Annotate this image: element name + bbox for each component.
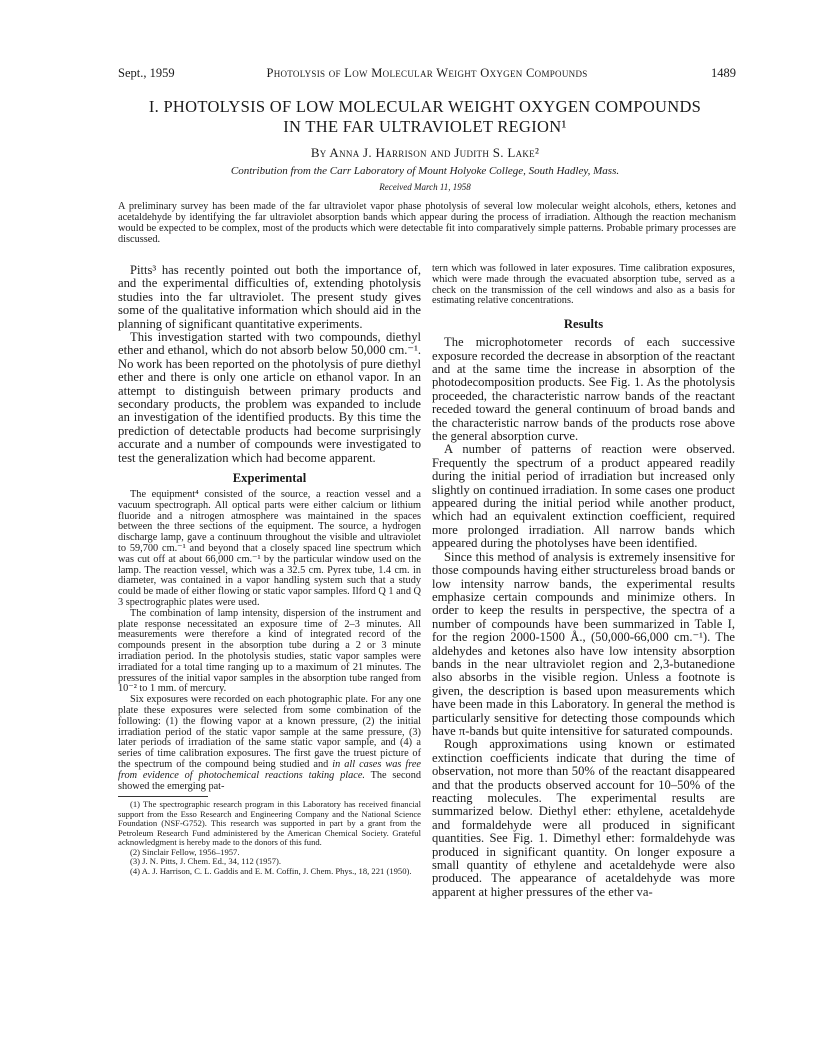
abstract: A preliminary survey has been made of the far ultraviolet vapor phase photolysis of several low molecular weight alcohols, ethers, ketones and acetaldehyde by identifying the far ultraviolet absorption bands which appear during the process of irradiation. Although the reaction mechanism would be expected to be complex, most of the products which were detectable fit into comparatively simple patterns. Probable primary processes are discussed. — [118, 201, 736, 245]
intro-paragraph-2: This investigation started with two compounds, diethyl ether and ethanol, which do not absorb below 50,000 cm.⁻¹. No work has been reported on the photolysis of pure diethyl ether and there is only one article on ethanol vapor. In an attempt to distinguish between primary products and secondary products, the problem was expanded to include an investigation of the identified products. By this time the prediction of detectable products had become surprisingly accurate and a number of compounds were investigated to test the generalization which had become apparent. — [118, 330, 421, 465]
footnote-1: (1) The spectrographic research program in this Laboratory has received financial support from the Esso Research and Engineering Company and the National Science Foundation (NSF-G752). This research was supported in part by a grant from the Petroleum Research Fund administered by the American Chemical Society. Grateful acknowledgment is hereby made to the donors of this fund. — [118, 799, 421, 848]
author-line: By Anna J. Harrison and Judith S. Lake² — [310, 145, 540, 160]
title-line-1: I. PHOTOLYSIS OF LOW MOLECULAR WEIGHT OXYGEN COMPOUNDS — [148, 97, 702, 116]
received-date: Received March 11, 1958 — [379, 182, 471, 192]
footnote-4: (4) A. J. Harrison, C. L. Gaddis and E. M. Coffin, J. Chem. Phys., 18, 221 (1950). — [130, 865, 412, 876]
exp-p3-text-b: The second showed the emerging pat- — [118, 769, 421, 792]
header-running-title: Photolysis of Low Molecular Weight Oxygen Compounds — [266, 66, 588, 80]
results-paragraph-1: The microphotometer records of each successive exposure recorded the decrease in absorption of the reactant and at the same time the increase in absorption of the photodecomposition products. See Fig. 1. As the photolysis proceeded, the characteristic narrow bands of the reactant receded toward the general continuum of broad bands and the characteristic narrow bands of the products rose above the general absorption curve. — [432, 335, 735, 444]
contribution-line: Contribution from the Carr Laboratory of Mount Holyoke College, South Hadley, Mass. — [230, 165, 620, 177]
header-date: Sept., 1959 — [118, 66, 175, 80]
exp-p3-text-a: Six exposures were recorded on each photographic plate. For any one plate these exposures were selected from some combination of the following: (1) the flowing vapor at a known pressure, (2) the initial irradiation period of the static vapor sample at the same pressure, (3) later periods of irradiation of the same static vapor sample, and (4) a series of time calibration exposures. The first gave the truest picture of the spectrum of the compound being studied and — [118, 694, 421, 771]
article-title — [110, 97, 740, 137]
exp-p3-italic: in all cases was free from evidence of photochemical reactions taking place. — [118, 759, 421, 781]
footnote-rule — [118, 796, 208, 797]
experimental-paragraph-2: The combination of lamp intensity, dispersion of the instrument and plate response necessitated an exposure time of 2–3 minutes. All measurements were therefore a kind of integrated record of the compounds present in the absorption tube during a 2 or 3 minute irradiation period. In the photolysis studies, static vapor samples were irradiated for a total time ranging up to a maximum of 21 minutes. The pressures of the initial vapor samples in the absorption tube ranged from 10⁻² to 1 mm. of mercury. — [118, 607, 421, 695]
section-heading-experimental: Experimental — [232, 471, 307, 486]
running-header — [118, 66, 736, 84]
experimental-paragraph-3 — [118, 695, 421, 792]
right-column — [432, 264, 735, 899]
results-paragraph-2: A number of patterns of reaction were observed. Frequently the spectrum of a product appeared readily during the initial period of irradiation but increased only slightly on continued irradiation. In some cases one product appeared during the initial period while another product, which had an equivalent extinction coefficient, required more prolonged irradiation. All narrow bands which appeared during the photolyses have been identified. — [432, 442, 735, 551]
footnote-2: (2) Sinclair Fellow, 1956–1957. — [130, 846, 240, 857]
section-heading-results: Results — [563, 317, 604, 332]
results-paragraph-3: Since this method of analysis is extremely insensitive for those compounds having either structureless broad bands or low intensity narrow bands, the experimental results emphasize certain compounds and minimize others. In order to keep the results in perspective, the spectra of a number of compounds have been summarized in Table I, for the region 2000-1500 Å., (50,000-66,000 cm.⁻¹). The aldehydes and ketones also have low intensity absorption bands in the near ultraviolet region and 2,3-butanedione also absorbs in the visible region. Unless a footnote is given, the description is based upon measurements which have been made in this Laboratory. In general the method is particularly sensitive for detecting those compounds which have π-bands but quite intensitive for saturated compounds. — [432, 549, 735, 738]
intro-paragraph-1: Pitts³ has recently pointed out both the importance of, and the experimental difficulties of, extending photolysis studies into the far ultraviolet. The present study gives some of the qualitative information which should aid in the planning of significant quantitative experiments. — [118, 263, 421, 331]
left-column — [118, 264, 421, 876]
experimental-paragraph-1: The equipment⁴ consisted of the source, a reaction vessel and a vacuum spectrograph. All optical parts were either calcium or lithium fluoride and a nitrogen atmosphere was maintained in the spaces between the three sections of the equipment. The source, a hydrogen discharge lamp, gave a continuum throughout the visible and ultraviolet to 59,700 cm.⁻¹ and beyond that a closely spaced line spectrum which was cut off at about 66,000 cm.⁻¹ by the particular window used on the lamp. The reaction vessel, which was a 32.5 cm. Pyrex tube, 1.4 cm. in diameter, was contained in a vapor handling system such that a study could be made of either flowing or static vapor samples. Ilford Q 1 and Q 3 spectrographic plates were used. — [118, 489, 421, 609]
results-paragraph-4: Rough approximations using known or estimated extinction coefficients indicate that during the time of observation, not more than 50% of the reactant disappeared and that the products observed account for 10–50% of the reacting molecules. The experimental results are summarized below. Diethyl ether: ethylene, acetaldehyde and formaldehyde were all produced in significant quantities. See Fig. 1. Dimethyl ether: formaldehyde was produced in significant quantity. On longer exposure a small quantity of ethylene and acetaldehyde were also produced. The appearance of acetaldehyde was more apparent at higher pressures of the ether va- — [432, 737, 735, 899]
header-page-number: 1489 — [711, 66, 736, 80]
continued-paragraph: tern which was followed in later exposures. Time calibration exposures, which were made through the evacuated absorption tube, served as a check on the transmission of the cell windows and also as a basis for estimating relative concentrations. — [432, 263, 735, 307]
footnote-3: (3) J. N. Pitts, J. Chem. Ed., 34, 112 (1957). — [130, 856, 282, 867]
title-line-2: IN THE FAR ULTRAVIOLET REGION¹ — [283, 117, 567, 136]
